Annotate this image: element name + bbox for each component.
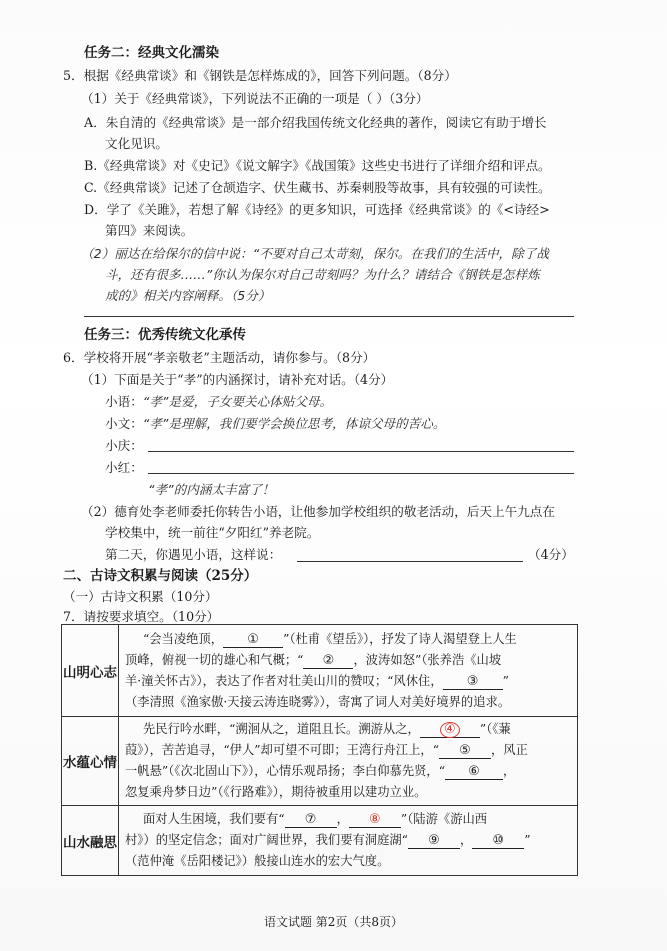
row-content (119, 625, 578, 717)
answer-line-xiaohong[interactable] (148, 473, 574, 474)
dialog-text: “孝”是理解，我们要学会换位思考，体谅父母的苦心。 (142, 416, 446, 431)
row-heading: 山明心志 (62, 625, 119, 717)
q5-2-line3: 成的》相关内容阐释。（5分） (105, 288, 271, 303)
option-d-line1: D．学了《关雎》，若想了解《诗经》的更多知识，可选择《经典常谈》的《<诗经> (84, 202, 550, 217)
red-circle-mark: ④ (440, 722, 460, 738)
answer-line-q6-2[interactable] (297, 561, 523, 562)
q5-2-line2: 斗，还有很多……”你认为保尔对自己苛刻吗？为什么？请结合《钢铁是怎样炼 (105, 267, 540, 282)
page-footer: 语文试题 第2页（共8页） (263, 915, 404, 929)
blank-6[interactable]: ⑥ (445, 764, 503, 780)
dialog-xiaowen (105, 415, 446, 433)
blank-7[interactable]: ⑦ (285, 812, 337, 828)
table-row (62, 806, 578, 876)
blank-9[interactable]: ⑨ (408, 833, 460, 849)
q5-1-stem: （1）关于《经典常谈》，下列说法不正确的一项是（ ）（3分） (81, 91, 429, 106)
poem-fill-table (61, 624, 578, 876)
q5-2-line1: （2）丽达在给保尔的信中说：“不要对自己太苛刻，保尔。在我们的生活中，除了战 (81, 246, 549, 261)
blank-10[interactable]: ⑩ (472, 833, 524, 849)
red-mark: ⑧ (369, 812, 381, 827)
q6-2-score: （4分） (528, 547, 574, 562)
table-row (62, 717, 578, 806)
speaker-label: 小语： (105, 394, 143, 409)
row-line: 忽复乘舟梦日边”（《行路难》），期待被重用以建功立业。 (125, 785, 427, 799)
row-line: 村》）的坚定信念；面对广阔世界，我们要有洞庭湖“ ⑨ ， ⑩ ” (125, 833, 531, 848)
speaker-label: 小庆： (105, 438, 143, 453)
option-c: C.《经典常谈》记述了仓颉造字、伏生藏书、苏秦刺股等故事，具有较强的可读性。 (84, 180, 551, 195)
section2-heading: 二、古诗文积累与阅读（25分） (63, 568, 258, 584)
q5-stem: 5．根据《经典常谈》和《钢铁是怎样炼成的》，回答下列问题。（8分） (63, 68, 457, 83)
option-a-line1: A．朱自清的《经典常谈》是一部介绍我国传统文化经典的著作，阅读它有助于增长 (84, 115, 547, 130)
section2-sub1: （一）古诗文积累（10分） (63, 589, 218, 604)
dialog-text: “孝”是爱，子女要关心体贴父母。 (142, 394, 333, 409)
q6-2-line2: 学校集中，统一前往“夕阳红”养老院。 (105, 525, 320, 540)
row-line: 顶峰，俯视一切的雄心和气概；“ ② ，波涛如怒”（张养浩《山坡 (125, 652, 502, 668)
option-d-line2: 第四》来阅读。 (105, 223, 194, 238)
blank-8[interactable] (349, 812, 401, 828)
row-content (119, 806, 578, 876)
blank-1[interactable]: ① (223, 632, 283, 648)
dialog-xiaohong (105, 459, 143, 477)
dialog-xiaoyu (105, 393, 332, 411)
blank-5[interactable]: ⑤ (439, 743, 491, 759)
answer-line-q5-2[interactable] (84, 316, 574, 317)
row-line: （范仲淹《岳阳楼记》）般接山连水的宏大气度。 (125, 854, 390, 868)
blank-3[interactable]: ③ (443, 674, 503, 690)
blank-4[interactable] (420, 722, 480, 738)
row-line: 面对人生困境，我们要有“ ⑦ ， ⑧ ”（陆游《游山西 (143, 812, 488, 827)
speaker-label: 小文： (105, 416, 143, 431)
task3-heading: 任务三：优秀传统文化承传 (84, 327, 246, 343)
option-b: B.《经典常谈》对《史记》《说文解字》《战国策》这些史书进行了详细介绍和评点。 (84, 158, 551, 173)
row-heading: 山水融思 (62, 806, 119, 876)
row-content (119, 717, 578, 806)
row-line: 葭》），苦苦追寻，“伊人”却可望不可即；王湾行舟江上，“ ⑤ ，风正 (125, 743, 528, 758)
dialog-closing: “孝”的内涵太丰富了！ (148, 482, 275, 497)
row-line: 先民行吟水畔，“溯洄从之，道阻且长。溯游从之， ④ ”（《蒹 (143, 722, 511, 737)
q6-1-stem: （1）下面是关于“孝”的内涵探讨，请补充对话。（4分） (81, 372, 394, 387)
q7-stem: 7．请按要求填空。（10分） (63, 609, 220, 624)
row-line: （李清照《渔家傲·天接云涛连晓雾》），寄寓了词人对美好境界的追求。 (125, 694, 511, 709)
blank-2[interactable]: ② (303, 653, 353, 669)
q6-2-line1: （2）德育处李老师委托你转告小语，让他参加学校组织的敬老活动，后天上午九点在 (81, 504, 555, 519)
answer-line-xiaoqing[interactable] (148, 451, 574, 452)
q6-stem: 6．学校将开展“孝亲敬老”主题活动，请你参与。（8分） (63, 350, 376, 365)
speaker-label: 小红： (105, 460, 143, 475)
row-line: 羊·潼关怀古》），表达了作者对壮美山川的赞叹；“风休住， ③ ” (125, 673, 509, 689)
row-heading: 水蕴心情 (62, 717, 119, 806)
table-row (62, 625, 578, 717)
option-a-line2: 文化见识。 (105, 136, 168, 151)
task2-heading: 任务二：经典文化濡染 (84, 45, 219, 61)
row-line: “会当凌绝顶， ① ”（杜甫《望岳》），抒发了诗人渴望登上人生 (143, 631, 517, 647)
q6-2-line3: 第二天，你遇见小语，这样说： (105, 547, 282, 562)
row-line: 一帆悬”（《次北固山下》），心情乐观昂扬；李白仰慕先贤，“ ⑥ ， (125, 764, 516, 779)
dialog-xiaoqing (105, 437, 143, 455)
